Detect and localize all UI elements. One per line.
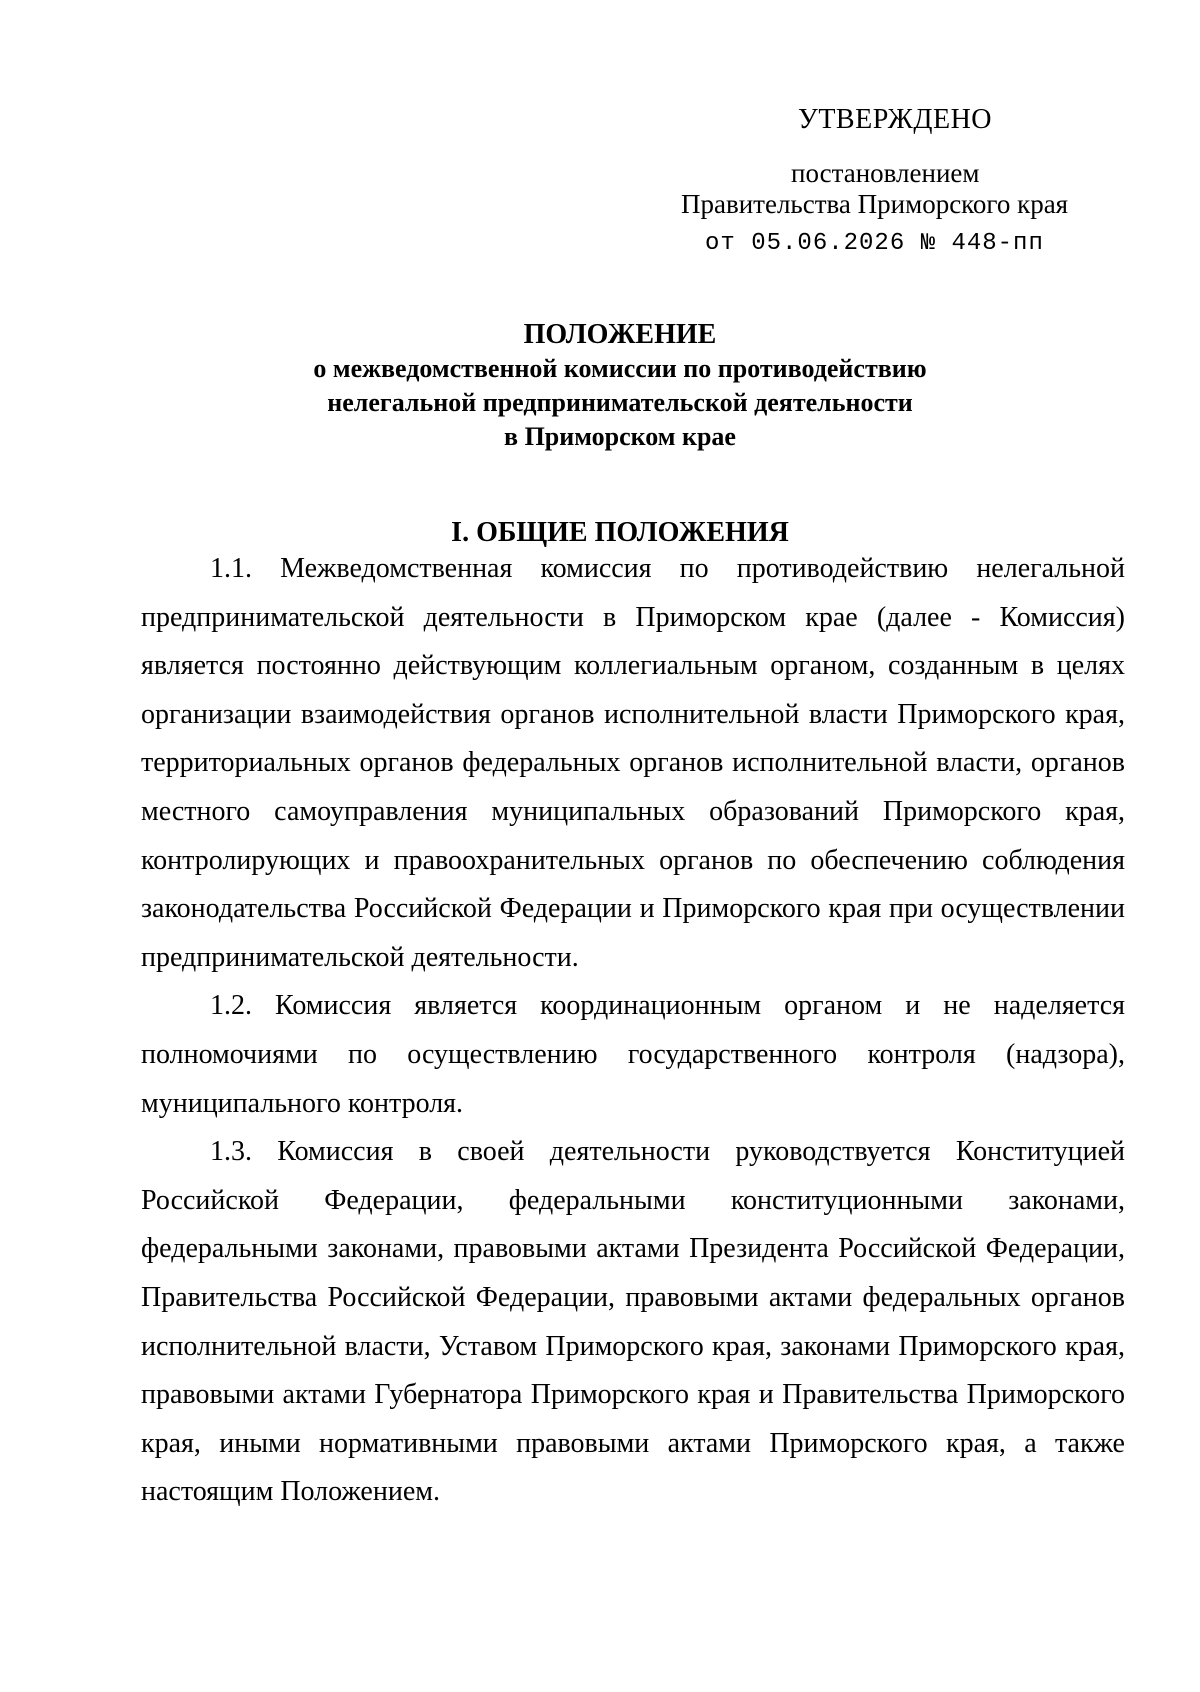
body-text bbox=[141, 545, 1125, 1517]
approved-label: УТВЕРЖДЕНО bbox=[798, 104, 993, 135]
government-label: Правительства Приморского края bbox=[681, 189, 1069, 219]
document-subtitle-line-1: о межведомственной комиссии по противодействию bbox=[313, 354, 927, 383]
document-subtitle-line-2: нелегальной предпринимательской деятельности bbox=[327, 388, 913, 417]
paragraph-1-2: 1.2. Комиссия является координационным органом и не наделяется полномочиями по осуществлению государственного контроля (надзора), муниципального контроля. bbox=[141, 990, 1125, 1119]
decree-number: от 05.06.2026 № 448-пп bbox=[705, 230, 1044, 257]
paragraph-1-1: 1.1. Межведомственная комиссия по противодействию нелегальной предпринимательской деятельности в Приморском крае (далее - Комиссия) является постоянно действующим коллегиальным органом, созданным в целях организации взаимодействия органов исполнительной власти Приморского края, территориальных органов федеральных органов исполнительной власти, органов местного самоуправления муниципальных образований Приморского края, контролирующих и правоохранительных органов по обеспечению соблюдения законодательства Российской Федерации и Приморского края при осуществлении предпринимательской деятельности. bbox=[141, 553, 1125, 973]
document-title: ПОЛОЖЕНИЕ bbox=[523, 319, 717, 350]
document-subtitle-line-3: в Приморском крае bbox=[504, 422, 736, 451]
decree-label: постановлением bbox=[791, 158, 980, 188]
section-heading: I. ОБЩИЕ ПОЛОЖЕНИЯ bbox=[451, 517, 789, 548]
document-title-block bbox=[0, 318, 1200, 454]
paragraph-1-3: 1.3. Комиссия в своей деятельности руководствуется Конституцией Российской Федерации, федеральными конституционными законами, федеральными законами, правовыми актами Президента Российской Федерации, Правительства Российской Федерации, правовыми актами федеральных органов исполнительной власти, Уставом Приморского края, законами Приморского края, правовыми актами Губернатора Приморского края и Правительства Приморского края, иными нормативными правовыми актами Приморского края, а также настоящим Положением. bbox=[141, 1136, 1125, 1508]
